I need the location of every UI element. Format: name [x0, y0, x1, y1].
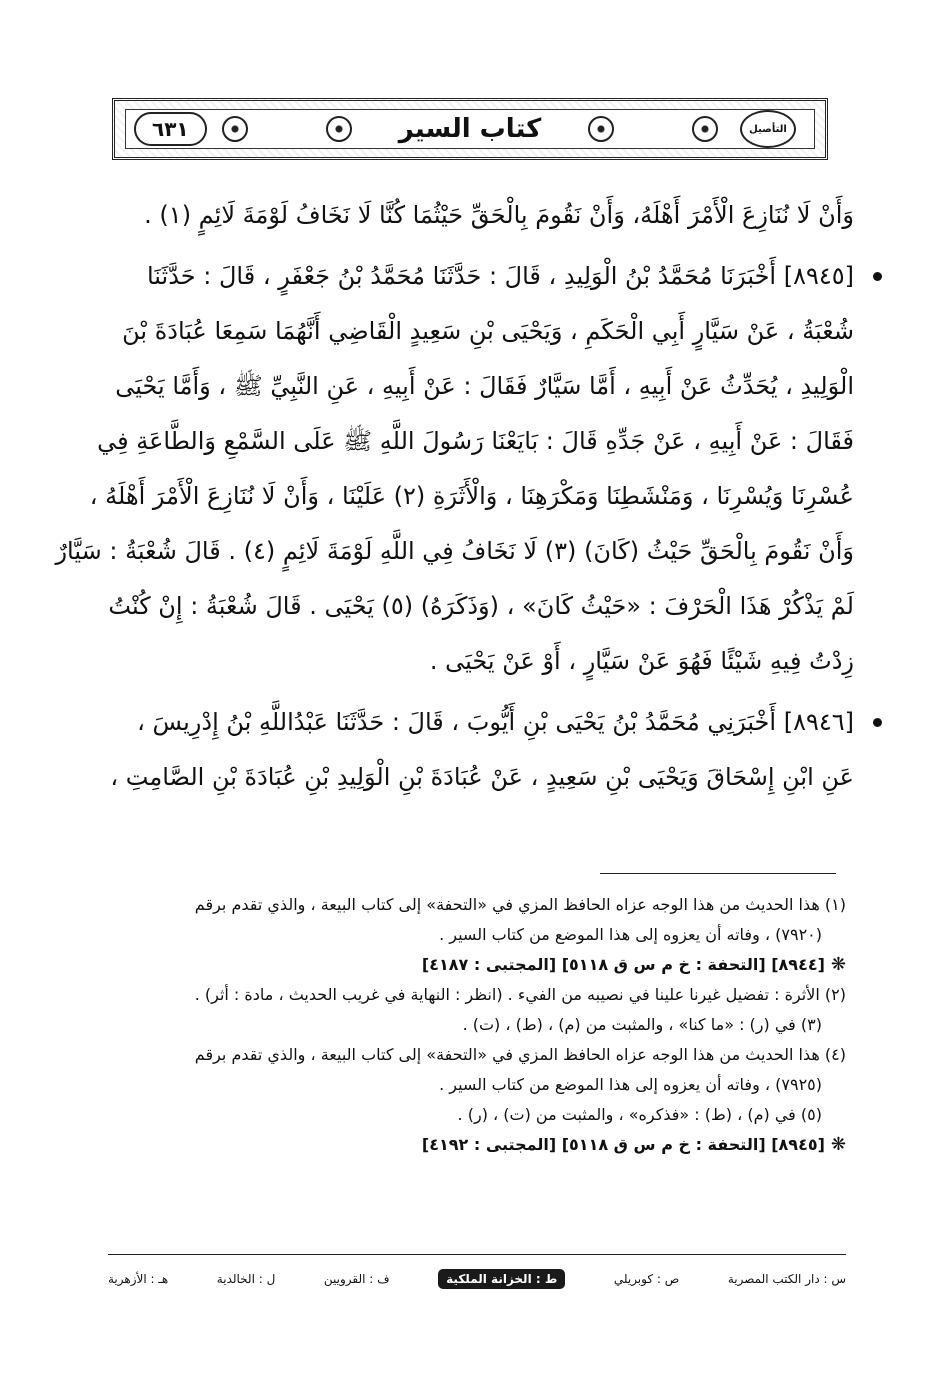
hadith-8945 [55, 249, 854, 689]
page-number: ٦٣١ [134, 112, 207, 146]
header-inner-panel [125, 109, 815, 149]
footnote-line: (٧٩٢٥) ، وفاته أن يعزوه إلى هذا الموضع من كتاب السير . [439, 1075, 822, 1094]
text-line: عُسْرِنَا وَيُسْرِنَا ، وَمَنْشَطِنَا وَمَكْرَهِنَا ، وَالْأَثَرَةِ (٢) عَلَيْنَا ، وَأَنْ لَا نُنَازِعَ الْأَمْرَ أَهْلَهُ ، [89, 482, 854, 510]
publisher-logo: التأصيل [740, 110, 796, 148]
footnote-line: (١) هذا الحديث من هذا الوجه عزاه الحافظ المزي في «التحفة» إلى كتاب البيعة ، والذي تقدم برقم [194, 895, 846, 914]
text-line: شُعْبَةُ ، عَنْ سَيَّارٍ أَبِي الْحَكَمِ ، وَيَحْيَى بْنِ سَعِيدٍ الْقَاضِي أَنَّهُمَا سَمِعَا عُبَادَةَ بْنَ [122, 317, 854, 345]
footnote-line: (٥) في (م) ، (ط) : «فذكره» ، والمثبت من (ت) ، (ر) . [457, 1105, 822, 1124]
legend-item: ل : الخالدية [216, 1272, 276, 1286]
text-line: عَنِ ابْنِ إِسْحَاقَ وَيَحْيَى بْنِ سَعِيدٍ ، عَنْ عُبَادَةَ بْنِ الْوَلِيدِ بْنِ عُبَادَةَ بْنِ الصَّامِتِ ، [110, 763, 854, 791]
footnote-divider [600, 873, 836, 874]
ornament-icon [222, 116, 248, 142]
takhrij-line: ❋[٨٩٤٤] [التحفة : خ م س ق ٥١١٨] [المجتبى : ٤١٨٧] [421, 954, 846, 975]
footnote-line: (٢) الأثرة : تفضيل غيرنا علينا في نصيبه من الفيء . (انظر : النهاية في غريب الحديث ، مادة : أثر) . [194, 985, 846, 1004]
footnote-line: (٤) هذا الحديث من هذا الوجه عزاه الحافظ المزي في «التحفة» إلى كتاب البيعة ، والذي تقدم برقم [194, 1045, 846, 1064]
text-line: الْوَلِيدِ ، يُحَدِّثُ عَنْ أَبِيهِ ، أَمَّا سَيَّارٌ فَقَالَ : عَنْ أَبِيهِ ، عَنِ النَّبِيِّ ﷺ ، وَأَمَّا يَحْيَى [115, 372, 854, 400]
legend-item: ف : القرويين [323, 1272, 390, 1286]
text-line: زِدْتُ فِيهِ شَيْئًا فَهُوَ عَنْ سَيَّارٍ ، أَوْ عَنْ يَحْيَى . [429, 647, 854, 675]
legend-item: هـ : الأزهرية [108, 1272, 169, 1286]
text-line: [٨٩٤٦] أَخْبَرَنِي مُحَمَّدُ بْنُ يَحْيَى بْنِ أَيُّوبَ ، قَالَ : حَدَّثَنَا عَبْدُاللَّهِ بْنُ إِدْرِيسَ ، [137, 708, 854, 736]
page-header-frame [112, 98, 828, 160]
bullet-icon [873, 718, 882, 727]
star-icon: ❋ [830, 1134, 846, 1155]
text-line: وَأَنْ نَقُومَ بِالْحَقِّ حَيْثُ (كَانَ) (٣) لَا نَخَافُ فِي اللَّهِ لَوْمَةَ لَائِمٍ (٤) . قَالَ شُعْبَةُ : سَيَّارٌ [55, 537, 854, 565]
legend-item: ص : كوبريلي [613, 1272, 680, 1286]
legend-item-highlighted: ط : الخزانة الملكية [438, 1269, 565, 1289]
footnote-line: (٧٩٢٠) ، وفاته أن يعزوه إلى هذا الموضع من كتاب السير . [439, 925, 822, 944]
text-line: لَمْ يَذْكُرْ هَذَا الْحَرْفَ : «حَيْثُ كَانَ» ، (وَذَكَرَهُ) (٥) يَحْيَى . قَالَ شُعْبَةُ : إِنْ كُنْتُ [108, 592, 854, 620]
legend-item: س : دار الكتب المصرية [727, 1272, 846, 1286]
ornament-icon [326, 116, 352, 142]
star-icon: ❋ [830, 954, 846, 975]
bullet-icon [873, 272, 882, 281]
legend-divider [108, 1254, 846, 1255]
ornament-icon [692, 116, 718, 142]
text-line: وَأَنْ لَا نُنَازِعَ الْأَمْرَ أَهْلَهُ، وَأَنْ نَقُومَ بِالْحَقِّ حَيْثُمَا كُنَّا لَا نَخَافُ لَوْمَةَ لَائِمٍ (١) . [144, 201, 854, 229]
text-line: فَقَالَ : عَنْ أَبِيهِ ، عَنْ جَدِّهِ قَالَ : بَايَعْنَا رَسُولَ اللَّهِ ﷺ عَلَى السَّمْعِ وَالطَّاعَةِ فِي [97, 427, 854, 455]
hadith-8946 [108, 695, 854, 805]
ornament-icon [588, 116, 614, 142]
footnotes [110, 890, 846, 1160]
takhrij-line: ❋[٨٩٤٥] [التحفة : خ م س ق ٥١١٨] [المجتبى : ٤١٩٢] [421, 1134, 846, 1155]
manuscript-legend [108, 1266, 846, 1292]
text-line: [٨٩٤٥] أَخْبَرَنَا مُحَمَّدُ بْنُ الْوَلِيدِ ، قَالَ : حَدَّثَنَا مُحَمَّدُ بْنُ جَعْفَرٍ ، قَالَ : حَدَّثَنَا [146, 262, 854, 290]
footnote-line: (٣) في (ر) : «ما كنا» ، والمثبت من (م) ، (ط) ، (ت) . [462, 1015, 822, 1034]
book-title: كتاب السير [385, 114, 556, 144]
main-text [55, 188, 854, 805]
